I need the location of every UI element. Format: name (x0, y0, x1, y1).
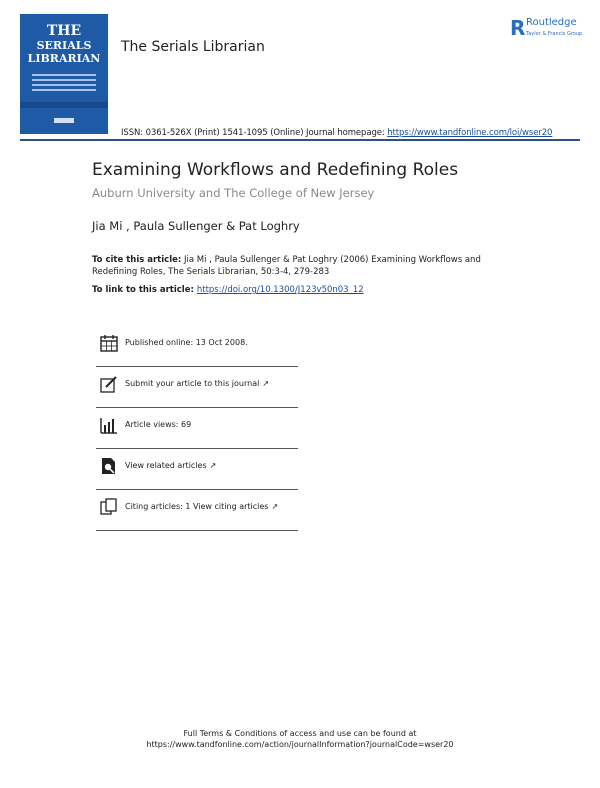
info-divider (96, 366, 298, 367)
cite-label: To cite this article: (92, 255, 182, 265)
edit-icon (100, 375, 118, 393)
related-articles-link[interactable]: View related articles ↗ (125, 461, 217, 470)
external-link-icon: ↗ (262, 379, 270, 388)
cover-band (20, 102, 108, 108)
external-link-icon: ↗ (209, 461, 217, 470)
cover-fine-print (32, 79, 96, 81)
published-online-text: Published online: 13 Oct 2008. (125, 338, 248, 347)
info-divider (96, 448, 298, 449)
doi-link[interactable]: https://doi.org/10.1300/J123v50n03_12 (196, 285, 364, 295)
doi-block (92, 285, 364, 295)
cover-title-line3: LIBRARIAN (27, 52, 101, 65)
related-articles-row[interactable] (96, 457, 298, 497)
copy-documents-icon (100, 498, 118, 516)
journal-name[interactable]: The Serials Librarian (121, 39, 265, 55)
publisher-logo[interactable] (510, 16, 582, 42)
publisher-name: Routledge (526, 17, 577, 28)
cover-title-line1: THE (46, 23, 82, 39)
issn-text: ISSN: 0361-526X (Print) 1541-1095 (Online) Journal homepage: (121, 128, 388, 138)
footer-terms-text: Full Terms & Conditions of access and use can be found at (183, 729, 417, 738)
cover-fine-print (32, 89, 96, 91)
submit-article-row[interactable] (96, 375, 298, 415)
document-search-icon (100, 457, 118, 475)
calendar-icon (100, 334, 118, 352)
journal-cover (20, 14, 108, 134)
article-authors: Jia Mi , Paula Sullenger & Pat Loghry (92, 219, 300, 233)
footer-terms-link[interactable]: https://www.tandfonline.com/action/journalInformation?journalCode=wser20 (146, 740, 454, 749)
cover-fine-print (32, 84, 96, 86)
citing-articles-row[interactable] (96, 498, 298, 538)
external-link-icon: ↗ (271, 502, 279, 511)
issn-line (121, 128, 552, 138)
cover-publisher-logo (54, 118, 74, 123)
submit-article-link[interactable]: Submit your article to this journal ↗ (125, 379, 270, 388)
article-affiliation: Auburn University and The College of New Jersey (92, 186, 375, 200)
header-divider (20, 139, 580, 141)
cover-fine-print (32, 74, 96, 76)
article-title: Examining Workflows and Redefining Roles (92, 160, 459, 180)
info-divider (96, 407, 298, 408)
info-divider (96, 530, 298, 531)
article-views-text: Article views: 69 (125, 420, 192, 429)
footer (0, 728, 600, 750)
info-divider (96, 489, 298, 490)
published-online-row (96, 334, 298, 374)
link-label: To link to this article: (92, 285, 197, 295)
bar-chart-icon (100, 416, 118, 434)
citation-block (92, 254, 492, 278)
journal-homepage-link[interactable]: https://www.tandfonline.com/loi/wser20 (387, 128, 553, 138)
routledge-r-icon: R (510, 16, 526, 40)
cite-text: Jia Mi , Paula Sullenger & Pat Loghry (2006) Examining Workflows and Redefining Roles, The Serials Librarian, 50:3-4, 279-283 (92, 255, 481, 277)
citing-articles-link[interactable]: Citing articles: 1 View citing articles ↗ (125, 502, 279, 511)
article-views-row (96, 416, 298, 456)
cover-title-line2: SERIALS (36, 39, 92, 52)
publisher-subtitle: Taylor & Francis Group (526, 31, 583, 37)
